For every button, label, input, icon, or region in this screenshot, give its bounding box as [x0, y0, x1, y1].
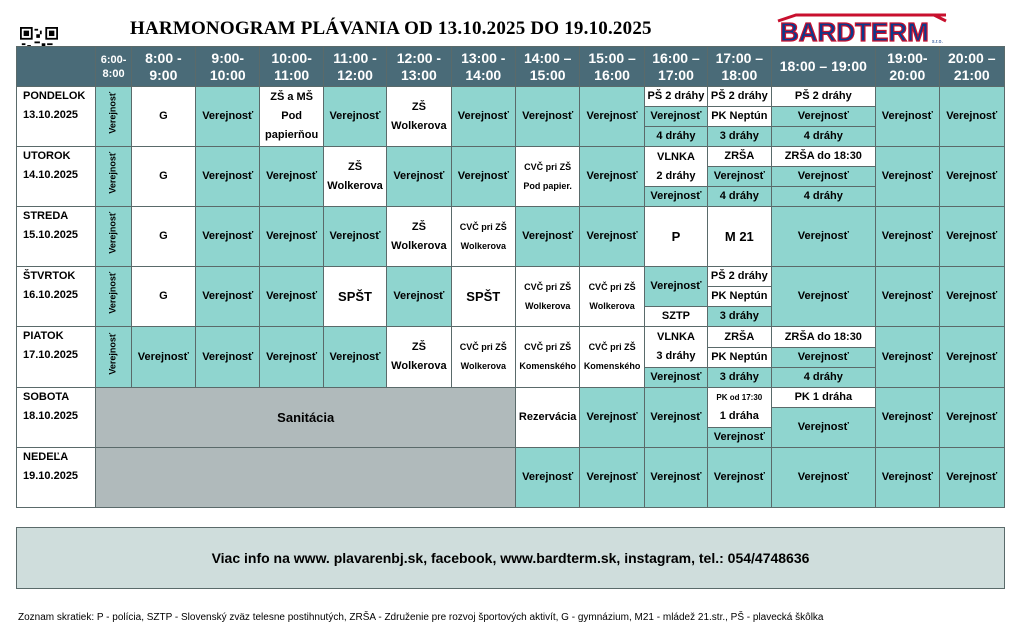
- schedule-cell: Verejnosť: [260, 327, 323, 387]
- day-label: SOBOTA 18.10.2025: [17, 387, 96, 447]
- schedule-cell: PŠ 2 dráhy: [708, 87, 771, 107]
- schedule-cell: 4 dráhy: [771, 187, 876, 207]
- schedule-cell: SPŠT: [451, 267, 515, 327]
- schedule-cell: Verejnosť: [771, 407, 876, 447]
- schedule-cell: Verejnosť: [644, 267, 707, 307]
- info-banner: Viac info na www. plavarenbj.sk, facebook, www.bardterm.sk, instagram, tel.: 054/4748636: [16, 527, 1005, 589]
- header-slot: 14:00 – 15:00: [515, 47, 579, 87]
- schedule-cell: 3 dráhy: [708, 127, 771, 147]
- schedule-cell: ZRŠA: [708, 327, 771, 347]
- schedule-cell: Verejnosť: [644, 367, 707, 387]
- schedule-cell: Verejnosť: [196, 147, 260, 207]
- schedule-cell: Verejnosť: [939, 207, 1004, 267]
- schedule-cell: G: [131, 147, 195, 207]
- schedule-cell: Verejnosť: [323, 87, 386, 147]
- schedule-cell: ZŠ Wolkerova: [387, 87, 451, 147]
- header-slot: 6:00- 8:00: [96, 47, 131, 87]
- schedule-cell: Verejnosť: [387, 267, 451, 327]
- early-slot-cell: Verejnosť: [96, 267, 131, 327]
- schedule-cell: Verejnosť: [644, 107, 707, 127]
- day-label: PONDELOK 13.10.2025: [17, 87, 96, 147]
- schedule-row: [17, 267, 1005, 287]
- header-slot: 18:00 – 19:00: [771, 47, 876, 87]
- schedule-cell: M 21: [708, 207, 771, 267]
- schedule-cell: Verejnosť: [771, 167, 876, 187]
- day-label: STREDA 15.10.2025: [17, 207, 96, 267]
- schedule-cell: PK Neptún: [708, 107, 771, 127]
- schedule-cell: Verejnosť: [771, 267, 876, 327]
- schedule-cell: Verejnosť: [876, 387, 939, 447]
- schedule-cell: Verejnosť: [196, 87, 260, 147]
- header-slot: 20:00 – 21:00: [939, 47, 1004, 87]
- schedule-cell: Verejnosť: [196, 267, 260, 327]
- page-title: HARMONOGRAM PLÁVANIA OD 13.10.2025 DO 19.10.2025: [130, 18, 652, 39]
- day-label: PIATOK 17.10.2025: [17, 327, 96, 387]
- schedule-cell: Verejnosť: [387, 147, 451, 207]
- schedule-cell: Verejnosť: [644, 447, 707, 507]
- schedule-cell: Verejnosť: [451, 87, 515, 147]
- schedule-cell: VLNKA 3 dráhy: [644, 327, 707, 367]
- day-label: UTOROK 14.10.2025: [17, 147, 96, 207]
- schedule-cell: G: [131, 207, 195, 267]
- schedule-cell: Verejnosť: [515, 87, 579, 147]
- header-slot: 10:00- 11:00: [260, 47, 323, 87]
- schedule-cell: Verejnosť: [876, 147, 939, 207]
- schedule-cell: PŠ 2 dráhy: [644, 87, 707, 107]
- schedule-cell: G: [131, 87, 195, 147]
- schedule-cell: PŠ 2 dráhy: [708, 267, 771, 287]
- schedule-cell: Rezervácia: [515, 387, 579, 447]
- schedule-cell: CVČ pri ZŠ Pod papier.: [515, 147, 579, 207]
- logo-sub: s.r.o.: [932, 39, 943, 45]
- schedule-row: [17, 207, 1005, 267]
- schedule-cell: Verejnosť: [876, 327, 939, 387]
- schedule-row: [17, 447, 1005, 507]
- header-slot: 17:00 – 18:00: [708, 47, 771, 87]
- schedule-cell: CVČ pri ZŠ Wolkerova: [451, 207, 515, 267]
- schedule-cell: Verejnosť: [771, 347, 876, 367]
- bardterm-logo: [774, 12, 954, 48]
- schedule-cell: PK 1 dráha: [771, 387, 876, 407]
- schedule-cell: Verejnosť: [708, 167, 771, 187]
- schedule-cell: ZŠ Wolkerova: [323, 147, 386, 207]
- schedule-cell: Verejnosť: [580, 447, 644, 507]
- schedule-cell: Verejnosť: [515, 447, 579, 507]
- schedule-cell: Verejnosť: [939, 327, 1004, 387]
- legend-text: Zoznam skratiek: P - polícia, SZTP - Slovenský zväz telesne postihnutých, ZRŠA - Združenie pre rozvoj športových aktivít, G - gymnázium, M21 - mládež 21.str., PŠ - plavecká škôlka: [18, 612, 824, 623]
- schedule-cell: PK od 17:30 1 dráha: [708, 387, 771, 427]
- schedule-cell: Verejnosť: [580, 207, 644, 267]
- schedule-cell: 4 dráhy: [644, 127, 707, 147]
- schedule-cell: Sanitácia: [96, 387, 516, 447]
- schedule-cell: Verejnosť: [771, 447, 876, 507]
- schedule-cell: PŠ 2 dráhy: [771, 87, 876, 107]
- schedule-cell: CVČ pri ZŠ Komenského: [515, 327, 579, 387]
- schedule-cell: Verejnosť: [260, 267, 323, 327]
- schedule-cell: Verejnosť: [196, 327, 260, 387]
- schedule-cell: CVČ pri ZŠ Wolkerova: [515, 267, 579, 327]
- schedule-cell: ZŠ Wolkerova: [387, 327, 451, 387]
- schedule-cell: Verejnosť: [131, 327, 195, 387]
- schedule-row: [17, 387, 1005, 407]
- header-slot: 12:00 - 13:00: [387, 47, 451, 87]
- schedule-cell: 3 dráhy: [708, 367, 771, 387]
- schedule-cell: Verejnosť: [260, 207, 323, 267]
- schedule-cell: Verejnosť: [260, 147, 323, 207]
- header-slot: 13:00 - 14:00: [451, 47, 515, 87]
- header-slot: 16:00 – 17:00: [644, 47, 707, 87]
- schedule-cell: Verejnosť: [939, 267, 1004, 327]
- schedule-table: [16, 46, 1005, 508]
- header-slot: 15:00 – 16:00: [580, 47, 644, 87]
- early-slot-cell: Verejnosť: [96, 207, 131, 267]
- schedule-cell: Verejnosť: [451, 147, 515, 207]
- schedule-cell: Verejnosť: [196, 207, 260, 267]
- schedule-cell: Verejnosť: [771, 207, 876, 267]
- schedule-cell: CVČ pri ZŠ Wolkerova: [451, 327, 515, 387]
- schedule-cell: 4 dráhy: [708, 187, 771, 207]
- logo-text: BARDTERM: [780, 17, 929, 47]
- early-slot-cell: Verejnosť: [96, 87, 131, 147]
- schedule-cell: [96, 447, 516, 507]
- early-slot-cell: Verejnosť: [96, 147, 131, 207]
- schedule-cell: VLNKA 2 dráhy: [644, 147, 707, 187]
- schedule-cell: Verejnosť: [939, 447, 1004, 507]
- schedule-cell: CVČ pri ZŠ Komenského: [580, 327, 644, 387]
- schedule-row: [17, 327, 1005, 347]
- schedule-cell: Verejnosť: [644, 187, 707, 207]
- schedule-cell: ZRŠA do 18:30: [771, 327, 876, 347]
- schedule-cell: PK Neptún: [708, 287, 771, 307]
- schedule-cell: SPŠT: [323, 267, 386, 327]
- schedule-cell: SZTP: [644, 307, 707, 327]
- schedule-cell: CVČ pri ZŠ Wolkerova: [580, 267, 644, 327]
- schedule-cell: Verejnosť: [580, 387, 644, 447]
- schedule-cell: ZRŠA do 18:30: [771, 147, 876, 167]
- schedule-cell: 3 dráhy: [708, 307, 771, 327]
- schedule-cell: 4 dráhy: [771, 127, 876, 147]
- schedule-cell: ZŠ Wolkerova: [387, 207, 451, 267]
- day-label: ŠTVRTOK 16.10.2025: [17, 267, 96, 327]
- header-corner: [17, 47, 96, 87]
- schedule-cell: Verejnosť: [708, 447, 771, 507]
- header-slot: 9:00- 10:00: [196, 47, 260, 87]
- schedule-cell: Verejnosť: [708, 427, 771, 447]
- schedule-cell: Verejnosť: [876, 87, 939, 147]
- header-row: [17, 47, 1005, 87]
- schedule-cell: ZRŠA: [708, 147, 771, 167]
- early-slot-cell: Verejnosť: [96, 327, 131, 387]
- schedule-cell: Verejnosť: [515, 207, 579, 267]
- schedule-cell: Verejnosť: [323, 327, 386, 387]
- schedule-cell: Verejnosť: [323, 207, 386, 267]
- schedule-cell: G: [131, 267, 195, 327]
- schedule-cell: Verejnosť: [876, 207, 939, 267]
- schedule-cell: Verejnosť: [580, 147, 644, 207]
- schedule-cell: Verejnosť: [876, 267, 939, 327]
- schedule-cell: P: [644, 207, 707, 267]
- schedule-row: [17, 87, 1005, 107]
- header-slot: 19:00- 20:00: [876, 47, 939, 87]
- day-label: NEDEĽA 19.10.2025: [17, 447, 96, 507]
- schedule-row: [17, 147, 1005, 167]
- schedule-cell: ZŠ a MŠ Pod papierňou: [260, 87, 323, 147]
- header-slot: 11:00 - 12:00: [323, 47, 386, 87]
- schedule-cell: Verejnosť: [939, 387, 1004, 447]
- schedule-cell: Verejnosť: [580, 87, 644, 147]
- schedule-cell: Verejnosť: [876, 447, 939, 507]
- schedule-cell: Verejnosť: [771, 107, 876, 127]
- schedule-cell: Verejnosť: [939, 147, 1004, 207]
- header-slot: 8:00 - 9:00: [131, 47, 195, 87]
- schedule-cell: PK Neptún: [708, 347, 771, 367]
- schedule-cell: Verejnosť: [939, 87, 1004, 147]
- schedule-cell: 4 dráhy: [771, 367, 876, 387]
- schedule-cell: Verejnosť: [644, 387, 707, 447]
